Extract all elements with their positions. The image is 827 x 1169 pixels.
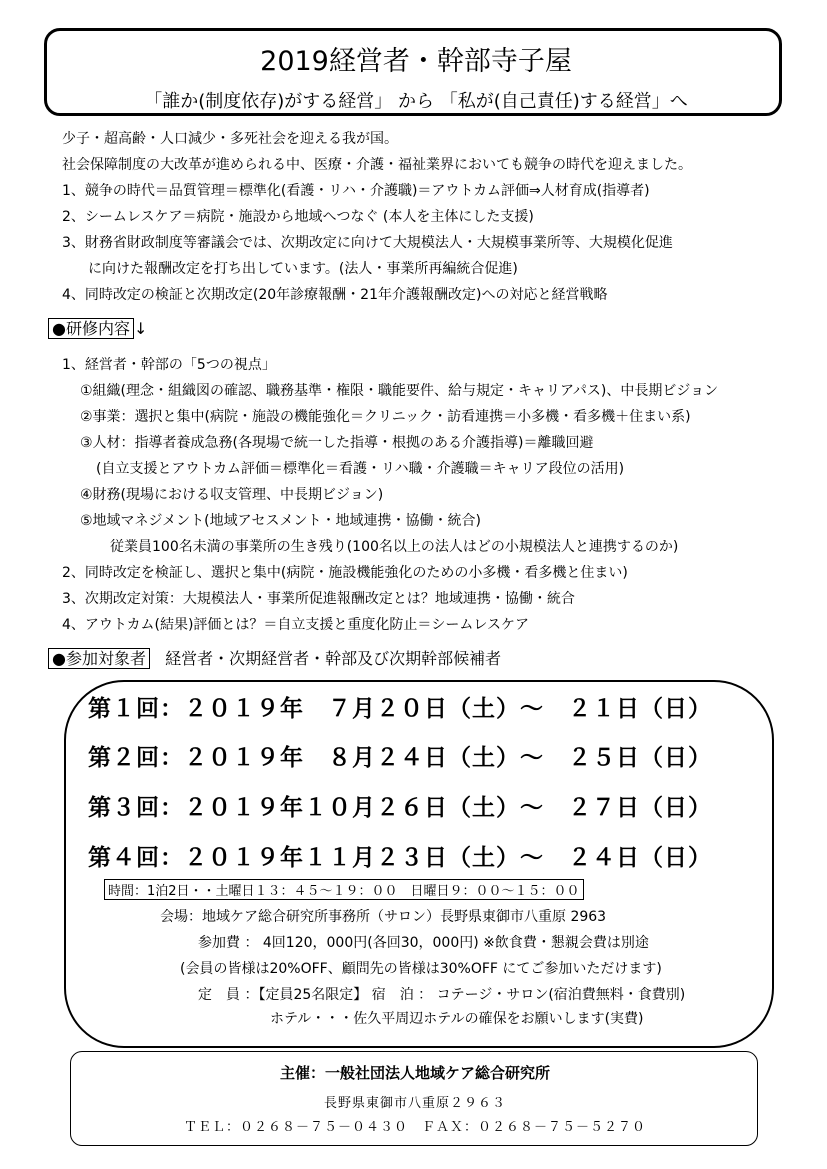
organizer-contact: ＴＥＬ：０２６８－７５－０４３０ ＦＡＸ：０２６８－７５－５２７０ bbox=[183, 1120, 646, 1135]
session-date: ２０１９年１１月２３日（土）～ ２４日（日） bbox=[184, 845, 712, 871]
intro-line: 3、財務省財政制度等審議会では、次期改定に向けて大規模法人・大規模事業所等、大規模化促進 bbox=[62, 235, 673, 251]
down-arrow-icon: ↓ bbox=[133, 319, 148, 338]
page-title: 2019経営者・幹部寺子屋 bbox=[260, 46, 572, 77]
intro-line: 4、同時改定の検証と次期改定(20年診療報酬・21年介護報酬改定)への対応と経営戦略 bbox=[62, 287, 608, 303]
intro-line: 2、シームレスケア＝病院・施設から地域へつなぐ (本人を主体にした支援) bbox=[62, 209, 534, 225]
training-item: ①組織(理念・組織図の確認、職務基準・権限・職能要件、給与規定・キャリアパス)、中長期ビジョン bbox=[80, 383, 719, 399]
intro-line: 1、競争の時代＝品質管理＝標準化(看護・リハ・介護職)＝アウトカム評価⇒人材育成(指導者) bbox=[62, 183, 650, 199]
intro-line: に向けた報酬改定を打ち出しています。(法人・事業所再編統合促進) bbox=[88, 261, 518, 277]
training-label: ●研修内容 bbox=[48, 318, 134, 339]
participants-row bbox=[48, 646, 501, 669]
page-subtitle: 「誰か(制度依存)がする経営」 から 「私が(自己責任)する経営」へ bbox=[144, 91, 688, 112]
schedule-row bbox=[88, 839, 712, 872]
training-section-header bbox=[48, 316, 147, 339]
training-item: 2、同時改定を検証し、選択と集中(病院・施設機能強化のための小多機・看多機と住まい) bbox=[62, 565, 628, 581]
session-date: ２０１９年 ７月２０日（土）～ ２１日（日） bbox=[184, 696, 712, 722]
session-date: ２０１９年１０月２６日（土）～ ２７日（日） bbox=[184, 795, 712, 821]
capacity-info: 定 員 ：【定員25名限定】 宿 泊 ： コテージ・サロン(宿泊費無料・食費別) bbox=[198, 987, 686, 1003]
discount-info: (会員の皆様は20%OFF、顧問先の皆様は30%OFF にてご参加いただけます) bbox=[180, 961, 662, 977]
organizer-title: 主催：一般社団法人地域ケア総合研究所 bbox=[279, 1064, 550, 1082]
training-item: ④財務(現場における収支管理、中長期ビジョン) bbox=[80, 487, 384, 503]
session-label: 第１回： bbox=[88, 696, 184, 722]
participants-text: 経営者・次期経営者・幹部及び次期幹部候補者 bbox=[165, 649, 502, 668]
participants-label: ●参加対象者 bbox=[48, 648, 150, 669]
session-label: 第４回： bbox=[88, 845, 184, 871]
organizer-box bbox=[70, 1051, 758, 1146]
training-item: ③人材：指導者養成急務(各現場で統一した指導・根拠のある介護指導)＝離職回避 bbox=[80, 435, 594, 451]
session-label: 第３回： bbox=[88, 795, 184, 821]
organizer-address: 長野県東御市八重原２９６３ bbox=[323, 1096, 506, 1111]
fee-info: 参加費 ： 4回120，000円(各回30，000円) ※飲食費・懇親会費は別途 bbox=[198, 935, 649, 951]
training-item: (自立支援とアウトカム評価＝標準化＝看護・リハ職・介護職＝キャリア段位の活用) bbox=[96, 461, 625, 477]
schedule-row bbox=[88, 789, 712, 822]
training-item: 1、経営者・幹部の「5つの視点」 bbox=[62, 357, 276, 373]
training-item: 従業員100名未満の事業所の生き残り(100名以上の法人はどの小規模法人と連携するのか) bbox=[110, 539, 679, 555]
intro-line: 社会保障制度の大改革が進められる中、医療・介護・福祉業界においても競争の時代を迎えました。 bbox=[62, 157, 692, 173]
training-item: ⑤地域マネジメント(地域アセスメント・地域連携・協働・統合) bbox=[80, 513, 481, 529]
session-date: ２０１９年 ８月２４日（土）～ ２５日（日） bbox=[184, 745, 712, 771]
title-box bbox=[44, 28, 782, 116]
schedule-row bbox=[88, 739, 712, 772]
session-label: 第２回： bbox=[88, 745, 184, 771]
training-item: ②事業：選択と集中(病院・施設の機能強化＝クリニック・訪看連携＝小多機・看多機＋住まい系) bbox=[80, 409, 691, 425]
hotel-info: ホテル・・・佐久平周辺ホテルの確保をお願いします(実費) bbox=[270, 1011, 644, 1027]
venue-info: 会場：地域ケア総合研究所事務所（サロン）長野県東御市八重原 2963 bbox=[160, 909, 607, 925]
intro-line: 少子・超高齢・人口減少・多死社会を迎える我が国。 bbox=[62, 131, 398, 147]
schedule-row bbox=[88, 690, 712, 723]
training-item: 4、アウトカム(結果)評価とは？＝自立支援と重度化防止＝シームレスケア bbox=[62, 617, 529, 633]
time-info: 時間：1泊2日・・土曜日１３：４５～１９：００ 日曜日９：００～１５：００ bbox=[104, 879, 584, 900]
training-item: 3、次期改定対策：大規模法人・事業所促進報酬改定とは？地域連携・協働・統合 bbox=[62, 591, 575, 607]
